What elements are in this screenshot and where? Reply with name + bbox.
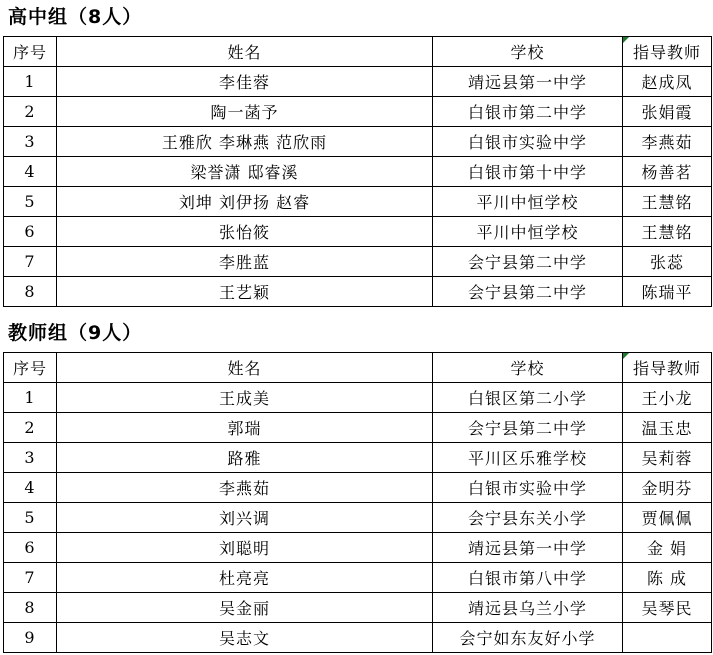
cell-name: 王雅欣 李琳燕 范欣雨	[57, 127, 433, 157]
table-row	[4, 157, 712, 187]
cell-teacher: 李燕茹	[623, 127, 712, 157]
cell-index: 5	[4, 503, 57, 533]
cell-teacher: 王小龙	[623, 383, 712, 413]
cell-teacher	[623, 623, 712, 653]
cell-teacher: 王慧铭	[623, 217, 712, 247]
cell-name: 李佳蓉	[57, 67, 433, 97]
cell-name: 王艺颖	[57, 277, 433, 307]
cell-name: 郭瑞	[57, 413, 433, 443]
section-title-teacher: 教师组（9人）	[8, 322, 143, 344]
table-row	[4, 533, 712, 563]
cell-name: 梁誉潇 邸睿溪	[57, 157, 433, 187]
table-row	[4, 593, 712, 623]
cell-teacher: 陈 成	[623, 563, 712, 593]
cell-index: 1	[4, 383, 57, 413]
cell-teacher: 杨善茗	[623, 157, 712, 187]
cell-school: 平川中恒学校	[433, 217, 623, 247]
teacher-table	[3, 352, 712, 653]
table-header-row	[4, 37, 712, 67]
header-teacher: 指导教师	[623, 37, 712, 67]
cell-index: 4	[4, 473, 57, 503]
cell-school: 白银市第十中学	[433, 157, 623, 187]
cell-index: 1	[4, 67, 57, 97]
cell-teacher: 金明芬	[623, 473, 712, 503]
cell-name: 刘兴调	[57, 503, 433, 533]
cell-school: 会宁县第二中学	[433, 413, 623, 443]
cell-name: 王成美	[57, 383, 433, 413]
cell-teacher: 赵成凤	[623, 67, 712, 97]
table-row	[4, 67, 712, 97]
cell-name: 张怡筱	[57, 217, 433, 247]
cell-teacher: 吴莉蓉	[623, 443, 712, 473]
header-name: 姓名	[57, 37, 433, 67]
cell-school: 白银区第二小学	[433, 383, 623, 413]
cell-index: 3	[4, 443, 57, 473]
cell-teacher: 温玉忠	[623, 413, 712, 443]
table-row	[4, 127, 712, 157]
cell-index: 2	[4, 97, 57, 127]
cell-name: 刘坤 刘伊扬 赵睿	[57, 187, 433, 217]
cell-teacher: 贾佩佩	[623, 503, 712, 533]
header-teacher: 指导教师	[623, 353, 712, 383]
cell-school: 白银市实验中学	[433, 127, 623, 157]
cell-teacher: 吴琴民	[623, 593, 712, 623]
cell-index: 6	[4, 533, 57, 563]
table-row	[4, 563, 712, 593]
cell-name: 李燕茹	[57, 473, 433, 503]
cell-index: 3	[4, 127, 57, 157]
cell-school: 靖远县第一中学	[433, 67, 623, 97]
cell-index: 8	[4, 277, 57, 307]
cell-school: 靖远县第一中学	[433, 533, 623, 563]
cell-school: 白银市第八中学	[433, 563, 623, 593]
cell-school: 会宁县第二中学	[433, 247, 623, 277]
section-title-high-school: 高中组（8人）	[8, 6, 143, 28]
cell-teacher: 张蕊	[623, 247, 712, 277]
cell-teacher: 金 娟	[623, 533, 712, 563]
header-school: 学校	[433, 37, 623, 67]
cell-index: 2	[4, 413, 57, 443]
cell-school: 会宁如东友好小学	[433, 623, 623, 653]
table-row	[4, 97, 712, 127]
table-row	[4, 187, 712, 217]
cell-index: 4	[4, 157, 57, 187]
cell-name: 李胜蓝	[57, 247, 433, 277]
table-row	[4, 503, 712, 533]
cell-name: 刘聪明	[57, 533, 433, 563]
cell-teacher: 陈瑞平	[623, 277, 712, 307]
cell-name: 吴志文	[57, 623, 433, 653]
cell-name: 陶一菡予	[57, 97, 433, 127]
cell-school: 白银市第二中学	[433, 97, 623, 127]
cell-index: 7	[4, 247, 57, 277]
cell-name: 杜亮亮	[57, 563, 433, 593]
header-index: 序号	[4, 353, 57, 383]
cell-school: 会宁县第二中学	[433, 277, 623, 307]
cell-index: 8	[4, 593, 57, 623]
cell-index: 9	[4, 623, 57, 653]
cell-school: 平川区乐雅学校	[433, 443, 623, 473]
table-row	[4, 473, 712, 503]
header-school: 学校	[433, 353, 623, 383]
header-index: 序号	[4, 37, 57, 67]
table-row	[4, 383, 712, 413]
table-header-row	[4, 353, 712, 383]
cell-school: 会宁县东关小学	[433, 503, 623, 533]
cell-teacher: 王慧铭	[623, 187, 712, 217]
cell-index: 7	[4, 563, 57, 593]
cell-index: 6	[4, 217, 57, 247]
table-row	[4, 247, 712, 277]
cell-index: 5	[4, 187, 57, 217]
cell-school: 白银市实验中学	[433, 473, 623, 503]
header-name: 姓名	[57, 353, 433, 383]
table-row	[4, 443, 712, 473]
table-row	[4, 277, 712, 307]
table-row	[4, 623, 712, 653]
cell-school: 靖远县乌兰小学	[433, 593, 623, 623]
high-school-table	[3, 36, 712, 307]
cell-name: 吴金丽	[57, 593, 433, 623]
cell-school: 平川中恒学校	[433, 187, 623, 217]
table-row	[4, 217, 712, 247]
table-row	[4, 413, 712, 443]
cell-name: 路雅	[57, 443, 433, 473]
cell-teacher: 张娟霞	[623, 97, 712, 127]
